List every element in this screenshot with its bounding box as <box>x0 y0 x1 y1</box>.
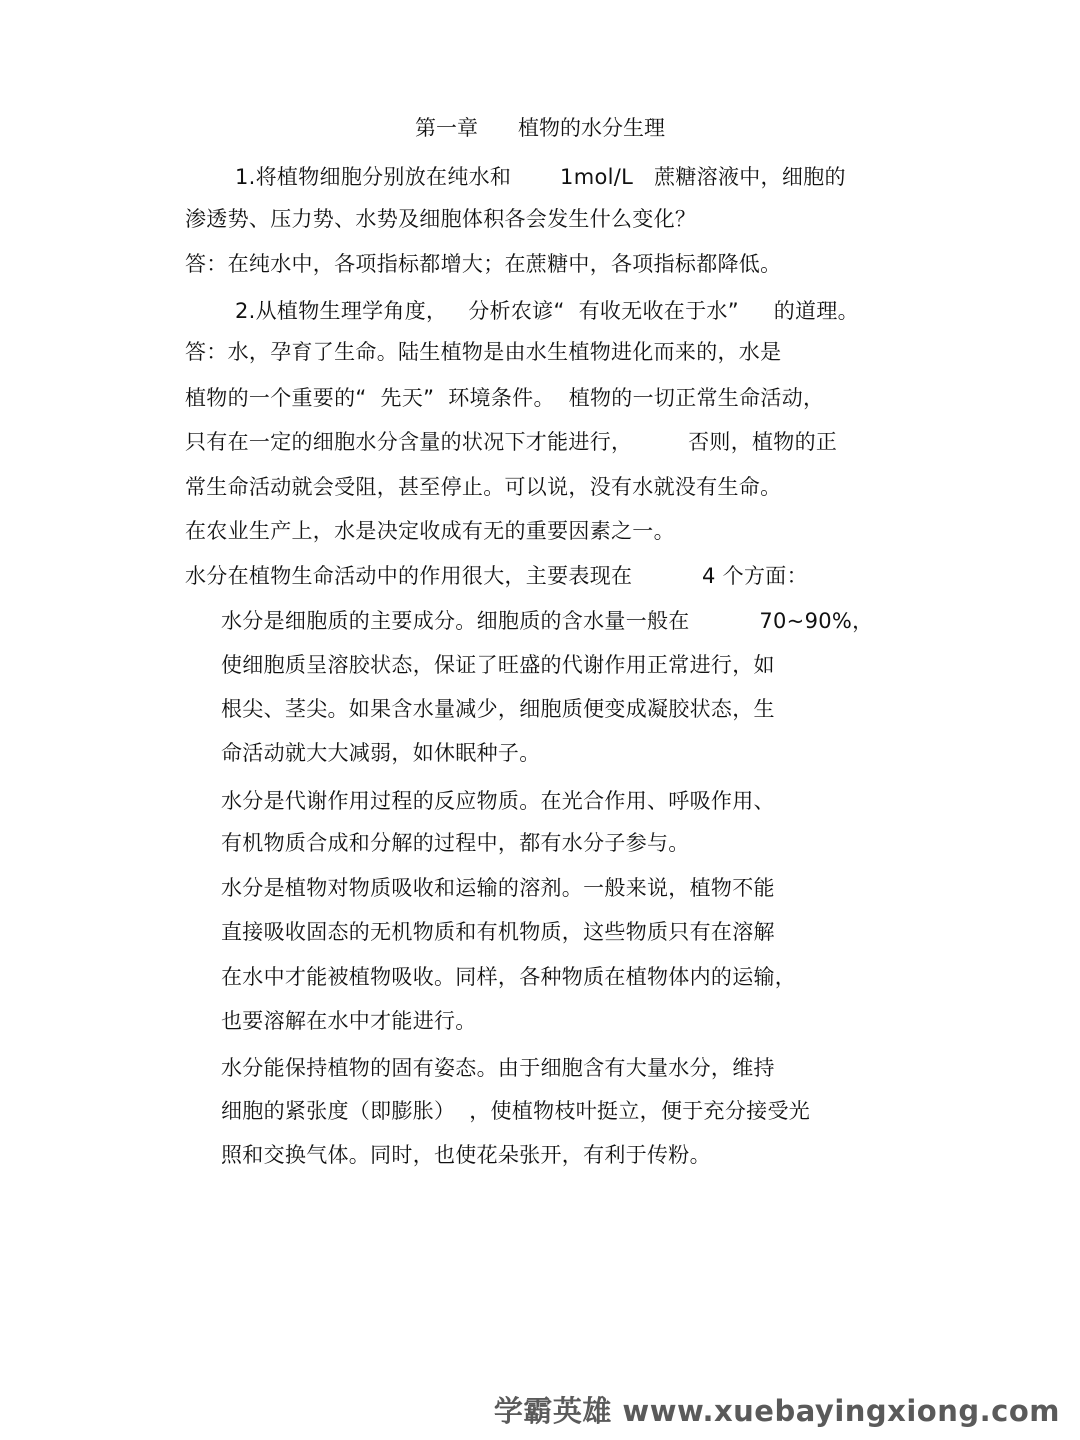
point-3-line-2: 直接吸收固态的无机物质和有机物质，这些物质只有在溶解 <box>221 920 775 944</box>
answer-1: 答：在纯水中，各项指标都增大；在蔗糖中，各项指标都降低。 <box>185 252 782 276</box>
answer-2-line-2: 植物的一个重要的“ 先天” 环境条件。 植物的一切正常生命活动， <box>185 386 825 410</box>
answer-2-line-5: 在农业生产上，水是决定收成有无的重要因素之一。 <box>185 519 675 543</box>
question-1-line-2: 渗透势、压力势、水势及细胞体积各会发生什么变化？ <box>185 207 697 231</box>
point-4-line-1: 水分能保持植物的固有姿态。由于细胞含有大量水分，维持 <box>221 1056 775 1080</box>
question-1-line-1: 1.将植物细胞分别放在纯水和 1mol/L 蔗糖溶液中，细胞的 <box>235 165 846 189</box>
question-2: 2.从植物生理学角度， 分析农谚“ 有收无收在于水” 的道理。 <box>235 299 859 323</box>
chapter-title: 第一章 植物的水分生理 <box>414 116 666 140</box>
answer-2-line-6: 水分在植物生命活动中的作用很大，主要表现在 4 个方面： <box>185 564 808 588</box>
point-1-line-1: 水分是细胞质的主要成分。细胞质的含水量一般在 70~90%， <box>221 609 874 633</box>
point-3-line-1: 水分是植物对物质吸收和运输的溶剂。一般来说，植物不能 <box>221 876 775 900</box>
answer-2-line-4: 常生命活动就会受阻，甚至停止。可以说，没有水就没有生命。 <box>185 475 782 499</box>
point-3-line-3: 在水中才能被植物吸收。同样，各种物质在植物体内的运输， <box>221 965 797 989</box>
answer-2-line-3: 只有在一定的细胞水分含量的状况下才能进行， 否则，植物的正 <box>185 430 838 454</box>
point-1-line-2: 使细胞质呈溶胶状态，保证了旺盛的代谢作用正常进行，如 <box>221 653 775 677</box>
point-1-line-3: 根尖、茎尖。如果含水量减少，细胞质便变成凝胶状态，生 <box>221 697 775 721</box>
answer-2-line-1: 答：水，孕育了生命。陆生植物是由水生植物进化而来的，水是 <box>185 340 782 364</box>
point-2-line-1: 水分是代谢作用过程的反应物质。在光合作用、呼吸作用、 <box>221 789 775 813</box>
point-4-line-3: 照和交换气体。同时，也使花朵张开，有利于传粉。 <box>221 1143 711 1167</box>
point-2-line-2: 有机物质合成和分解的过程中，都有水分子参与。 <box>221 831 690 855</box>
point-1-line-4: 命活动就大大减弱，如休眠种子。 <box>221 741 541 765</box>
point-4-line-2: 细胞的紧张度（即膨胀） ，使植物枝叶挺立，便于充分接受光 <box>221 1099 811 1123</box>
point-3-line-4: 也要溶解在水中才能进行。 <box>221 1009 477 1033</box>
site-watermark: 学霸英雄 www.xuebayingxiong.com <box>493 1394 1060 1428</box>
